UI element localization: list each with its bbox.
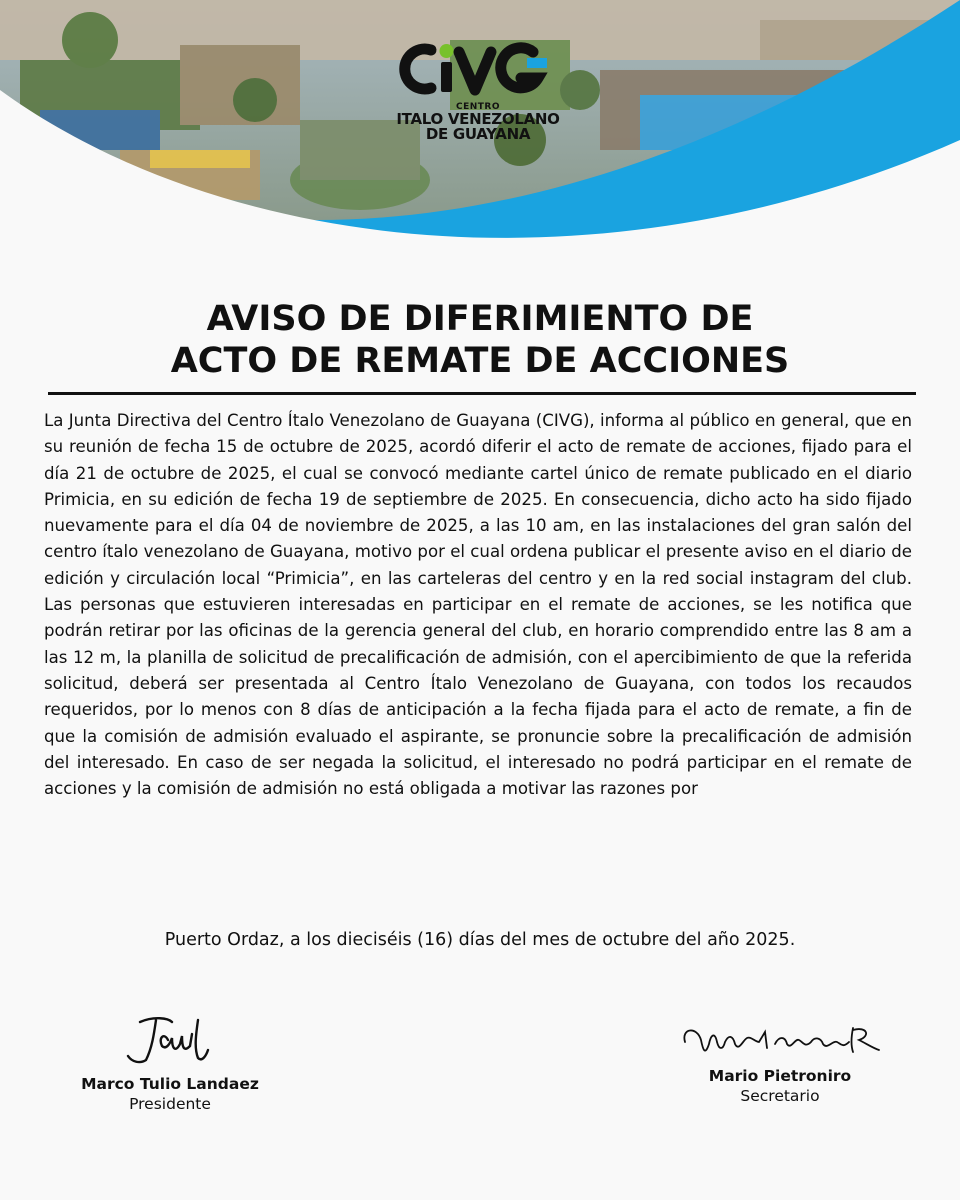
- title-line-1: AVISO DE DIFERIMIENTO DE: [206, 299, 754, 339]
- signature-block-secretary: [670, 1020, 890, 1105]
- notice-body: La Junta Directiva del Centro Ítalo Venezolano de Guayana (CIVG), informa al público en general, que en su reunión de fecha 15 de octubre de 2025, acordó diferir el acto de remate de acciones, fijado para el día 21 de octubre de 2025, el cual se convocó mediante cartel único de remate publicado en el diario Primicia, en su edición de fecha 19 de septiembre de 2025. En consecuencia, dicho acto ha sido fijado nuevamente para el día 04 de noviembre de 2025, a las 10 am, en las instalaciones del gran salón del centro ítalo venezolano de Guayana, motivo por el cual ordena publicar el presente aviso en el diario de edición y circulación local “Primicia”, en las carteleras del centro y en la red social instagram del club. Las personas que estuvieren interesadas en participar en el remate de acciones, se les notifica que podrán retirar por las oficinas de la gerencia general del club, en horario comprendido entre las 8 am a las 12 m, la planilla de solicitud de precalificación de admisión, con el apercibimiento de que la referida solicitud, deberá ser presentada al Centro Ítalo Venezolano de Guayana, con todos los recaudos requeridos, por lo menos con 8 días de anticipación a la fecha fijada para el acto de remate, a fin de que la comisión de admisión evaluado el aspirante, se pronuncie sobre la precalificación de admisión del interesado. En caso de ser negada la solicitud, el interesado no podrá participar en el remate de acciones y la comisión de admisión no está obligada a motivar las razones por: [44, 411, 912, 799]
- title-divider: [48, 392, 916, 395]
- signatory-role: Presidente: [129, 1095, 211, 1113]
- header-banner: [0, 0, 960, 300]
- signature-president-image: [110, 1010, 230, 1070]
- logo-line-centro: CENTRO: [455, 102, 500, 112]
- signatory-role: Secretario: [740, 1087, 820, 1105]
- logo-line-guayana: DE GUAYANA: [425, 125, 531, 143]
- signatory-name: Marco Tulio Landaez: [81, 1075, 259, 1093]
- signatory-name: Mario Pietroniro: [708, 1067, 852, 1085]
- civg-logo-mark: [393, 38, 563, 100]
- title-line-2: ACTO DE REMATE DE ACCIONES: [170, 341, 790, 381]
- signature-secretary-image: [675, 1020, 885, 1062]
- civg-logo: [393, 38, 563, 158]
- notice-title: [0, 298, 960, 382]
- logo-line-italo: ITALO VENEZOLANO: [396, 110, 560, 128]
- place-and-date: Puerto Ordaz, a los dieciséis (16) días del mes de octubre del año 2025.: [164, 930, 796, 950]
- signature-block-president: [60, 1010, 280, 1113]
